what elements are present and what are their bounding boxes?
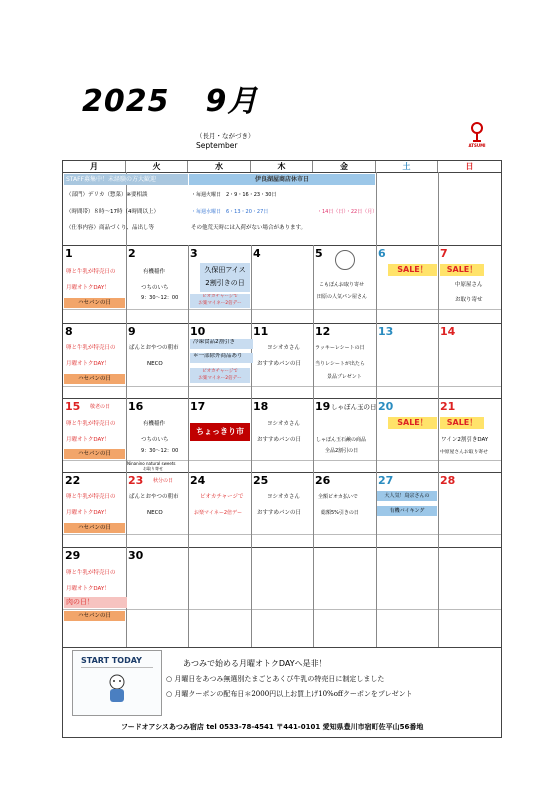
grid-vline — [438, 172, 439, 647]
grid-vline — [251, 245, 252, 647]
chargeback-box — [190, 368, 250, 383]
day-number: 6 — [378, 247, 386, 260]
day-number: 1 — [65, 247, 73, 260]
closed-note: その他荒天時には入荷がない場合があります。 — [191, 225, 307, 231]
cell-text: おすすめパンの日 — [257, 437, 302, 443]
cell-text: つちのいち — [141, 437, 169, 443]
cell-text: 有機バイキング — [377, 506, 437, 516]
cell-text: おすすめパンの日 — [257, 361, 302, 367]
day-number: 2 — [128, 247, 136, 260]
cell-text: 有機稲作 — [143, 269, 166, 275]
grid-vline — [313, 245, 314, 647]
sale-badge: SALE！ — [440, 417, 484, 429]
chargeback-box — [190, 294, 250, 308]
day-number: 16 — [128, 400, 144, 413]
grid-line — [63, 547, 501, 548]
staff-hours: （時間帯）８時〜17時（4時間以上） — [66, 209, 159, 215]
closed-wed: ・毎週水曜日 6・13・20・27日 — [191, 209, 269, 215]
grid-line — [63, 323, 501, 324]
day-number: 21 — [440, 400, 456, 413]
day-number: 29 — [65, 549, 81, 562]
weekday-tue: 火 — [126, 161, 188, 172]
start-today-image — [72, 650, 162, 716]
cell-text: つちのいち — [141, 285, 169, 291]
footer-line-1: ○ 月曜日をあつみ無選別たまごとあくび牛乳の特売日に制定しました — [166, 675, 385, 683]
grid-subline — [63, 309, 501, 310]
grid-subline — [63, 386, 501, 387]
holiday-label: 秋分の日 — [153, 478, 174, 484]
cell-text: おすすめパンの日 — [257, 510, 302, 516]
cell-text: 9：30〜12：00 — [141, 295, 179, 301]
cell-text: 全額ピオカ払いで — [318, 494, 358, 500]
grid-line — [63, 245, 501, 246]
cell-text: 月曜オトクDAY！ — [66, 586, 110, 592]
cell-text: 月曜オトクDAY！ — [66, 437, 110, 443]
day-number: 22 — [65, 474, 81, 487]
cell-text: お楽マイネー2倍デー — [198, 376, 242, 381]
closed-day-banner: 伊良湖屋商店休市日 — [189, 174, 375, 185]
store-address: フードオアシスあつみ宿店 tel 0533-78-4541 〒441-0101 愛知県豊川市宿町佐平山56番地 — [121, 723, 424, 731]
cell-text: ヨシオカさん — [267, 421, 300, 427]
cell-text: 卵と牛乳が特売日の — [66, 421, 116, 427]
cell-text: 当りレシートが出たら — [315, 361, 365, 367]
day-number: 25 — [253, 474, 269, 487]
divider — [81, 667, 153, 668]
cell-text: 2割引きの日 — [205, 279, 245, 287]
staff-dept: （部門）デリカ（惣菜）※要相談 — [66, 192, 148, 198]
cell-text: 卵と牛乳が特売日の — [66, 570, 116, 576]
grid-subline — [63, 609, 501, 610]
bakery-logo-icon — [335, 250, 355, 270]
cell-text: 卵と牛乳が特売日の — [66, 494, 116, 500]
day-number: 13 — [378, 325, 394, 338]
cell-text: NECO — [147, 510, 163, 516]
cell-text: ぱんとおやつの朝市 — [129, 345, 179, 351]
cell-text: お取り寄せ — [143, 466, 163, 471]
closed-tue: ・毎週火曜日 2・9・16・23・30日 — [191, 192, 277, 198]
cell-text: こもぽんお取り寄せ — [319, 282, 365, 288]
holiday-label: 敬老の日 — [90, 404, 111, 410]
calendar-title — [82, 76, 258, 120]
cell-text: 卵と牛乳が特売日の — [66, 345, 116, 351]
logo-caption: ATSUMI — [468, 143, 486, 148]
cell-text: 中原屋さんお取り寄せ — [440, 450, 488, 455]
cell-text: 総額5%引きの日 — [321, 510, 359, 516]
month: 9月 — [205, 84, 259, 119]
cell-text: 月曜オトクDAY！ — [66, 285, 110, 291]
day-number: 18 — [253, 400, 269, 413]
day-number: 14 — [440, 325, 456, 338]
day-number: 26 — [315, 474, 331, 487]
kubota-ice-box — [200, 263, 250, 292]
grid-vline — [126, 245, 127, 647]
weekday-sat: 土 — [376, 161, 438, 172]
weekday-wed: 水 — [188, 161, 251, 172]
cell-text: Ninanino natural sweets — [127, 461, 176, 466]
closed-fri: ・14日（日）・22日（月） — [317, 209, 378, 215]
footer-line-2: ○ 月曜クーポンの配布日＊2000円以上お買上げ10%offクーポンをプレゼント — [166, 690, 413, 698]
day-number: 9 — [128, 325, 136, 338]
cell-text: 景品プレゼント — [327, 374, 362, 380]
weekday-thu: 木 — [251, 161, 313, 172]
cell-text: 月曜オトクDAY！ — [66, 510, 110, 516]
cell-text: 田原の人気パン屋さん — [317, 294, 368, 300]
cell-text: ぱんとおやつの朝市 — [129, 494, 179, 500]
grid-subline — [63, 534, 501, 535]
atsumi-logo — [466, 121, 488, 151]
month-english: September — [196, 141, 238, 150]
cell-text: お取り寄せ — [455, 297, 483, 303]
hasepan-badge: ハセパンの日 — [64, 374, 125, 384]
grid-line — [63, 398, 501, 399]
month-kana: （長月・ながづき） — [196, 132, 255, 140]
day-number: 12 — [315, 325, 331, 338]
day-number: 15 — [65, 400, 81, 413]
staff-banner: STAFF募集中！未経験の方大歓迎 — [64, 174, 188, 185]
cell-text: ヨシオカさん — [267, 494, 300, 500]
day-number: 19 — [315, 400, 331, 413]
day-number: 20 — [378, 400, 394, 413]
cell-text: ピオカチャージで — [202, 294, 238, 299]
cell-text: ピオカチャージで — [200, 494, 244, 500]
day-number: 10 — [190, 325, 206, 338]
day-number: 28 — [440, 474, 456, 487]
chokkiri-banner: ちょっきり市 — [190, 423, 250, 441]
day-number: 4 — [253, 247, 261, 260]
year: 2025 — [82, 84, 170, 119]
day-number: 24 — [190, 474, 206, 487]
cell-text: 卵と牛乳が特売日の — [66, 269, 116, 275]
sale-badge: SALE！ — [388, 264, 437, 276]
weekday-fri: 金 — [313, 161, 376, 172]
day-number: 17 — [190, 400, 206, 413]
cell-text: 有機稲作 — [143, 421, 166, 427]
grid-line — [63, 472, 501, 473]
cell-text: 大人気！鳥宗さんの — [377, 491, 437, 501]
grid-vline — [188, 245, 189, 647]
day-number: 27 — [378, 474, 394, 487]
footer-panel — [62, 646, 502, 738]
hasepan-badge: ハセパンの日 — [64, 298, 125, 308]
weekday-sun: 日 — [465, 162, 474, 171]
cell-text: お楽マイネー2倍デー — [198, 300, 242, 306]
mascot-icon — [105, 673, 129, 705]
footer-headline: あつみで始める月曜オトクDAYへ是非！ — [183, 659, 327, 668]
day-number: 23 — [128, 474, 144, 487]
day-number: 3 — [190, 247, 198, 260]
meat-day-badge: 肉の日！ — [64, 597, 127, 608]
day-number: 7 — [440, 247, 448, 260]
grid-line — [63, 172, 501, 173]
day-number: 11 — [253, 325, 269, 338]
cell-text: しゃぼん玉の日 — [331, 403, 377, 411]
hasepan-badge: ハセパンの日 — [64, 449, 125, 459]
sale-badge: SALE！ — [388, 417, 437, 429]
day-number: 30 — [128, 549, 144, 562]
hasepan-badge: ハセパンの日 — [64, 523, 125, 533]
cell-text: 中原屋さん — [455, 282, 483, 288]
cell-text: ＊一部除外商品あり — [190, 353, 253, 363]
cell-text: ピオカチャージで — [202, 369, 238, 374]
cell-text: NECO — [147, 361, 163, 367]
cell-text: 全品2割引の日 — [325, 448, 359, 454]
sale-badge: SALE！ — [440, 264, 484, 276]
cell-text: 久保田アイス — [204, 266, 246, 274]
hasepan-badge: ハセパンの日 — [64, 611, 125, 621]
calendar-grid — [62, 160, 502, 648]
day-number: 8 — [65, 325, 73, 338]
cell-text: ワイン2割引きDAY — [441, 437, 489, 443]
cell-text: しゃぼん玉石鹸の商品 — [316, 437, 367, 443]
staff-work: （仕事内容）商品づくり、品出し等 — [66, 225, 155, 231]
cell-text: 9：30〜12：00 — [141, 448, 179, 454]
start-today-heading: START TODAY — [81, 656, 142, 665]
cell-text: ヨシオカさん — [267, 345, 300, 351]
cell-text: 冷凍食品2割引き — [190, 339, 253, 349]
cell-text: 月曜オトクDAY！ — [66, 361, 110, 367]
weekday-mon: 月 — [63, 161, 126, 172]
cell-text: ラッキーレシートの日 — [315, 345, 365, 351]
day-number: 5 — [315, 247, 323, 260]
cell-text: お楽マイネー2倍デー — [194, 510, 243, 516]
